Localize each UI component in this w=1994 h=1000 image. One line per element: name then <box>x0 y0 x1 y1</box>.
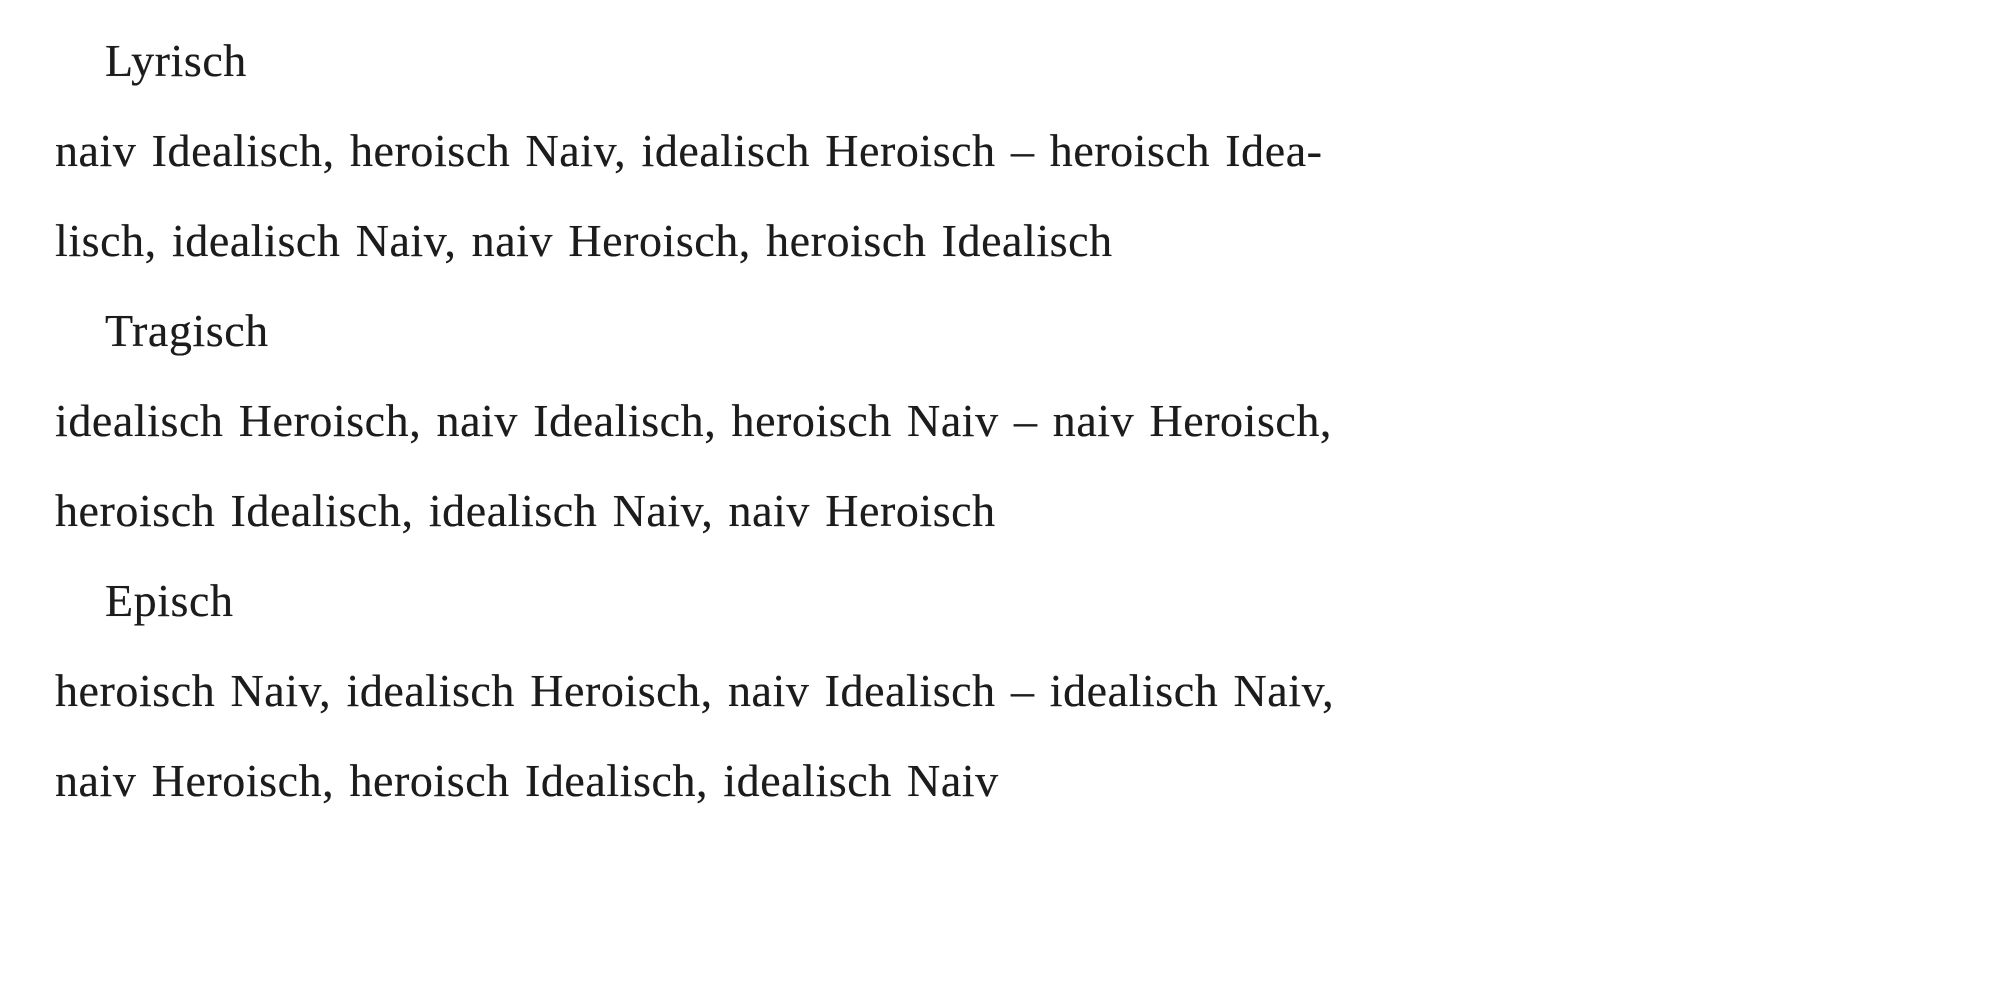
body-line: lisch, idealisch Naiv, naiv Heroisch, heroisch Idealisch <box>55 215 1113 266</box>
text-block <box>55 16 1615 826</box>
body-line: heroisch Idealisch, idealisch Naiv, naiv Heroisch <box>55 485 996 536</box>
body-line: heroisch Naiv, idealisch Heroisch, naiv Idealisch – idealisch Naiv, <box>55 665 1335 716</box>
body-line: idealisch Heroisch, naiv Idealisch, heroisch Naiv – naiv Heroisch, <box>55 395 1332 446</box>
section-heading-tragisch: Tragisch <box>105 305 269 356</box>
section-heading-lyrisch: Lyrisch <box>105 35 247 86</box>
body-line: naiv Idealisch, heroisch Naiv, idealisch Heroisch – heroisch Idea- <box>55 125 1323 176</box>
section-heading-episch: Episch <box>105 575 234 626</box>
body-line: naiv Heroisch, heroisch Idealisch, idealisch Naiv <box>55 755 999 806</box>
